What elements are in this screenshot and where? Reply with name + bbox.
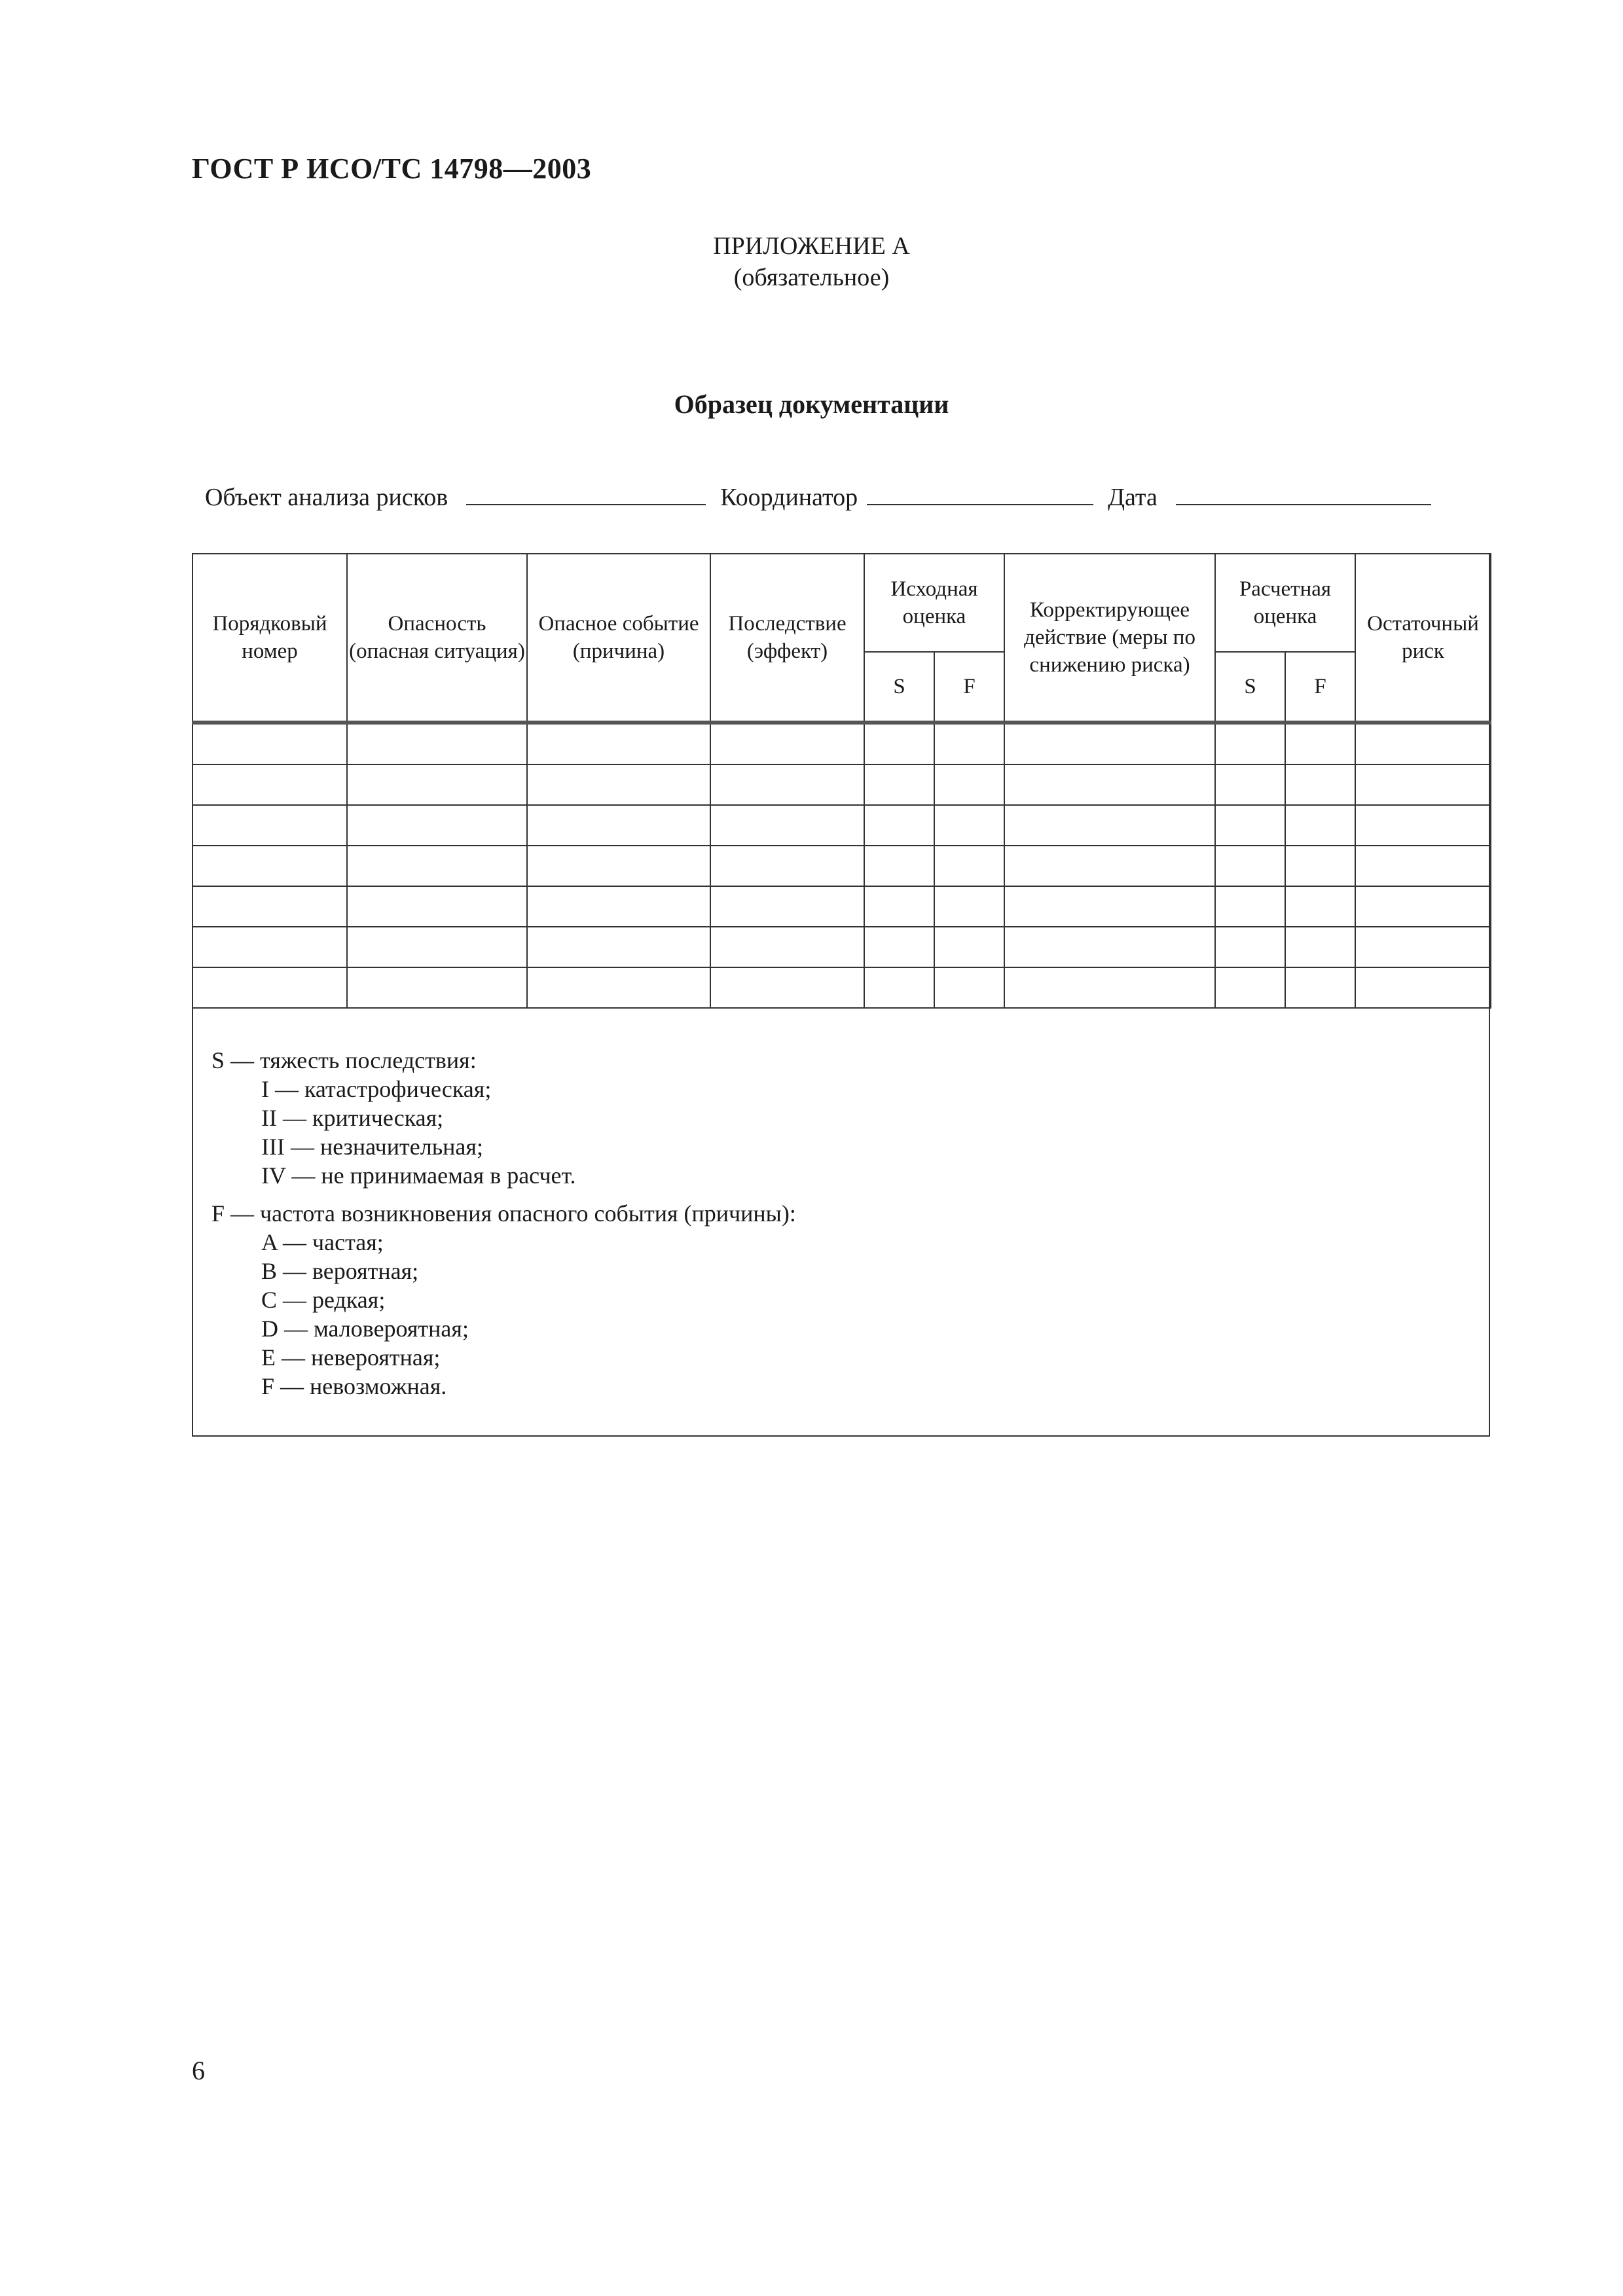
table-cell[interactable]	[527, 886, 710, 927]
coordinator-blank-field[interactable]	[867, 482, 1093, 505]
table-cell[interactable]	[1355, 764, 1491, 805]
table-cell[interactable]	[710, 846, 864, 886]
frequency-legend-head: F — частота возникновения опасного события (причины):	[211, 1200, 796, 1227]
table-cell[interactable]	[934, 764, 1004, 805]
table-cell[interactable]	[347, 886, 527, 927]
table-cell[interactable]	[864, 967, 934, 1008]
frequency-item: C — редкая;	[261, 1287, 386, 1313]
table-cell[interactable]	[934, 927, 1004, 967]
object-blank-field[interactable]	[466, 482, 706, 505]
table-cell[interactable]	[527, 805, 710, 846]
document-title: Образец документации	[674, 389, 949, 419]
table-cell[interactable]	[1285, 846, 1355, 886]
page-number: 6	[192, 2056, 205, 2085]
table-cell[interactable]	[1215, 805, 1285, 846]
appendix-heading	[0, 230, 1623, 293]
table-cell[interactable]	[934, 805, 1004, 846]
table-cell[interactable]	[1215, 927, 1285, 967]
table-row	[192, 927, 1491, 967]
frequency-item: B — вероятная;	[261, 1258, 419, 1284]
table-cell[interactable]	[527, 723, 710, 764]
appendix-subtitle: (обязательное)	[733, 264, 890, 291]
calculated-f-header: F	[1285, 652, 1355, 723]
appendix-title: ПРИЛОЖЕНИЕ А	[713, 232, 910, 260]
table-cell[interactable]	[1004, 846, 1215, 886]
table-cell[interactable]	[1285, 764, 1355, 805]
table-row	[192, 886, 1491, 927]
frequency-item: F — невозможная.	[261, 1373, 447, 1399]
form-fields-line	[205, 482, 1446, 512]
table-cell[interactable]	[710, 967, 864, 1008]
table-cell[interactable]	[192, 846, 347, 886]
table-row	[192, 805, 1491, 846]
table-cell[interactable]	[710, 723, 864, 764]
table-cell[interactable]	[1004, 927, 1215, 967]
table-cell[interactable]	[864, 927, 934, 967]
table-cell[interactable]	[934, 886, 1004, 927]
legend	[211, 1046, 796, 1410]
table-cell[interactable]	[1004, 886, 1215, 927]
table-cell[interactable]	[934, 846, 1004, 886]
col-number-header: Порядковый номер	[192, 554, 347, 723]
col-calculated-assessment-header: Расчетная оценка	[1215, 554, 1355, 652]
table-cell[interactable]	[1215, 723, 1285, 764]
table-cell[interactable]	[864, 886, 934, 927]
table-cell[interactable]	[1285, 723, 1355, 764]
table-cell[interactable]	[710, 764, 864, 805]
col-hazard-header: Опасность (опасная ситуация)	[347, 554, 527, 723]
risk-analysis-table	[192, 553, 1491, 1009]
table-cell[interactable]	[527, 967, 710, 1008]
date-label: Дата	[1108, 484, 1158, 511]
col-event-header: Опасное событие (причина)	[527, 554, 710, 723]
table-cell[interactable]	[1355, 846, 1491, 886]
table-cell[interactable]	[192, 764, 347, 805]
table-cell[interactable]	[347, 805, 527, 846]
frequency-item: A — частая;	[261, 1229, 384, 1255]
table-cell[interactable]	[934, 723, 1004, 764]
table-cell[interactable]	[1215, 764, 1285, 805]
table-cell[interactable]	[1004, 805, 1215, 846]
table-cell[interactable]	[864, 764, 934, 805]
table-row	[192, 723, 1491, 764]
coordinator-label: Координатор	[720, 484, 858, 511]
table-cell[interactable]	[1355, 927, 1491, 967]
initial-f-header: F	[934, 652, 1004, 723]
table-cell[interactable]	[1355, 886, 1491, 927]
col-consequence-header: Последствие (эффект)	[710, 554, 864, 723]
table-cell[interactable]	[1285, 927, 1355, 967]
frequency-item: D — маловероятная;	[261, 1316, 469, 1342]
table-cell[interactable]	[1355, 805, 1491, 846]
object-label: Объект анализа рисков	[205, 484, 448, 511]
table-cell[interactable]	[1355, 967, 1491, 1008]
frequency-legend	[211, 1199, 796, 1401]
table-cell[interactable]	[1215, 846, 1285, 886]
calculated-s-header: S	[1215, 652, 1285, 723]
table-row	[192, 846, 1491, 886]
table-cell[interactable]	[1004, 764, 1215, 805]
severity-item: II — критическая;	[261, 1105, 444, 1131]
table-cell[interactable]	[1355, 723, 1491, 764]
col-corrective-action-header: Корректирующее действие (меры по снижению риска)	[1004, 554, 1215, 723]
initial-s-header: S	[864, 652, 934, 723]
table-cell[interactable]	[864, 805, 934, 846]
table-cell[interactable]	[192, 805, 347, 846]
table-cell[interactable]	[192, 967, 347, 1008]
table-cell[interactable]	[192, 723, 347, 764]
table-cell[interactable]	[527, 927, 710, 967]
table-cell[interactable]	[347, 764, 527, 805]
table-cell[interactable]	[347, 967, 527, 1008]
col-initial-assessment-header: Исходная оценка	[864, 554, 1004, 652]
table-cell[interactable]	[192, 886, 347, 927]
table-cell[interactable]	[1004, 967, 1215, 1008]
table-cell[interactable]	[864, 846, 934, 886]
table-cell[interactable]	[527, 846, 710, 886]
table-cell[interactable]	[864, 723, 934, 764]
severity-legend-head: S — тяжесть последствия:	[211, 1047, 477, 1073]
table-cell[interactable]	[347, 846, 527, 886]
table-cell[interactable]	[710, 805, 864, 846]
table-cell[interactable]	[1215, 967, 1285, 1008]
table-row	[192, 967, 1491, 1008]
severity-legend	[211, 1046, 796, 1190]
frequency-item: E — невероятная;	[261, 1344, 441, 1371]
table-cell[interactable]	[934, 967, 1004, 1008]
table-cell[interactable]	[1285, 886, 1355, 927]
table-cell[interactable]	[1285, 805, 1355, 846]
table-cell[interactable]	[1004, 723, 1215, 764]
severity-item: I — катастрофическая;	[261, 1076, 492, 1102]
col-residual-risk-header: Остаточный риск	[1355, 554, 1491, 723]
table-row	[192, 764, 1491, 805]
table-cell[interactable]	[347, 723, 527, 764]
table-cell[interactable]	[527, 764, 710, 805]
table-cell[interactable]	[710, 886, 864, 927]
severity-item: III — незначительная;	[261, 1134, 483, 1160]
table-cell[interactable]	[1285, 967, 1355, 1008]
table-cell[interactable]	[1215, 886, 1285, 927]
severity-item: IV — не принимаемая в расчет.	[261, 1162, 576, 1189]
table-cell[interactable]	[347, 927, 527, 967]
standard-designation: ГОСТ Р ИСО/ТС 14798—2003	[192, 152, 592, 185]
date-blank-field[interactable]	[1176, 482, 1431, 505]
table-cell[interactable]	[710, 927, 864, 967]
table-cell[interactable]	[192, 927, 347, 967]
